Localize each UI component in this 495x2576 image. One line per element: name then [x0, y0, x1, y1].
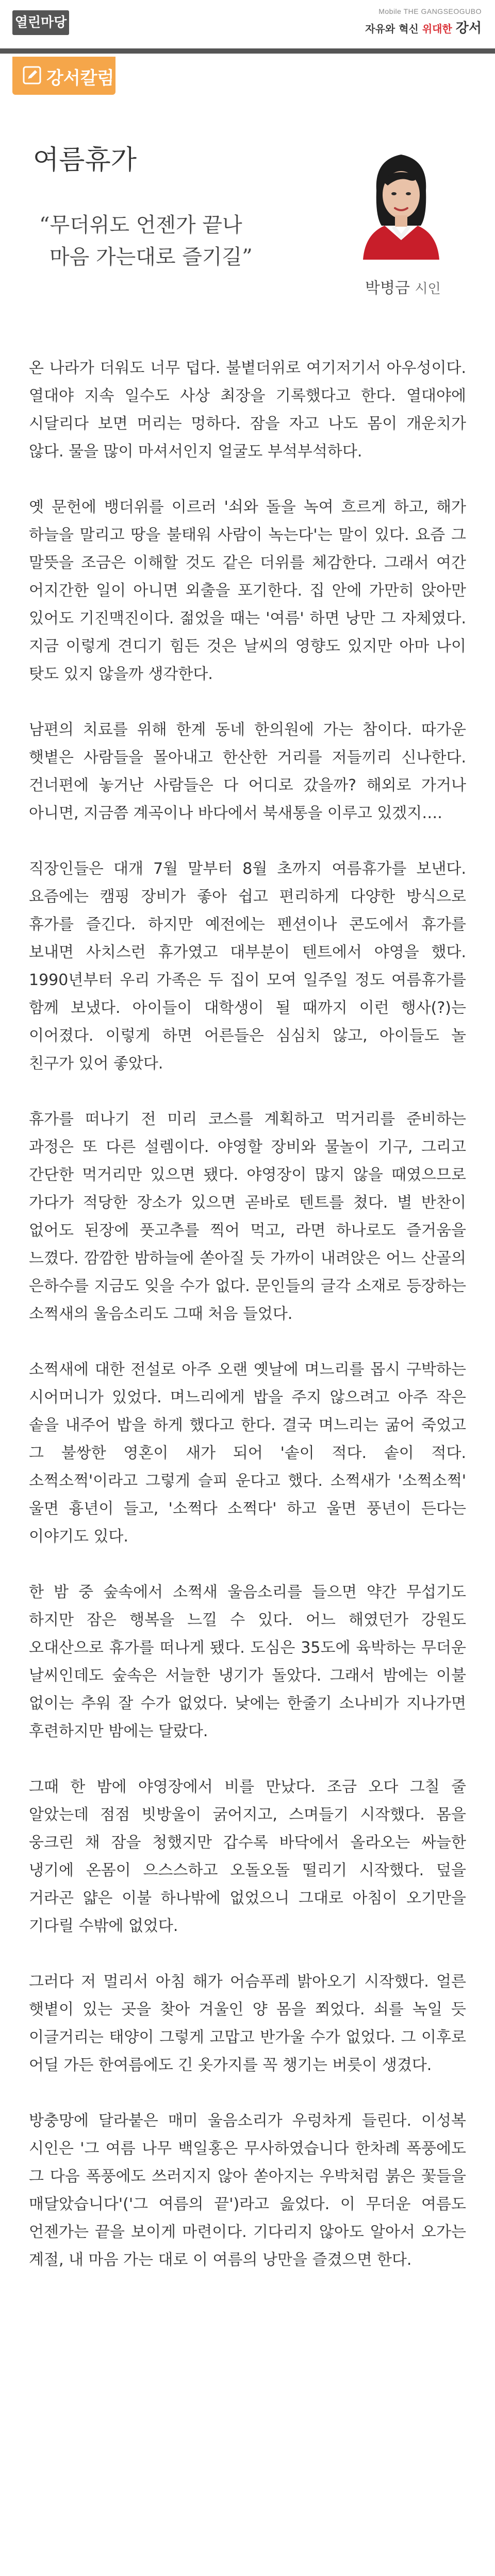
subtitle-line-2: 마음 가는대로 즐기길” — [50, 245, 253, 269]
pen-icon — [22, 65, 42, 86]
paragraph: 옛 문헌에 뱅더위를 이르러 '쇠와 돌을 녹여 흐르게 하고, 해가 하늘을 말리고 땅을 불태워 사람이 녹는다'는 말이 있다. 요즘 그 말뜻을 조금은 이해할 것도 같은 더위를 체감한다. 그래서 여간 어지간한 일이 아니면 외출을 포기한다. 집 안에 가만히 앉아만 있어도 기진맥진이다. 젊었을 때는 '여름' 하면 낭만 그 자체였다. 지금 이렇게 견디기 힘든 것은 날씨의 영향도 있지만 아마 나이 탓도 있지 않을까 생각한다. — [29, 498, 466, 683]
section-label — [12, 57, 116, 95]
section-divider — [0, 48, 495, 54]
paragraph: 그러다 저 멀리서 아침 해가 어슴푸레 밝아오기 시작했다. 얼른 햇볕이 있는 곳을 찾아 겨울인 양 몸을 쬐었다. 쇠를 녹일 듯 이글거리는 태양이 그렇게 고맙고 반가울 수가 없었다. 그 이후로 어딜 가든 한여름에도 긴 옷가지를 꼭 챙기는 버릇이 생겼다. — [29, 1973, 466, 2074]
paragraph: 온 나라가 더워도 너무 덥다. 불볕더위로 여기저기서 아우성이다. 열대야 지속 일수도 사상 최장을 기록했다고 한다. 열대야에 시달리다 보면 머리는 멍하다. 잠을 자고 나도 몸이 개운치가 않다. 물을 많이 마셔서인지 얼굴도 부석부석하다. — [29, 359, 466, 461]
author-role: 시인 — [415, 281, 441, 297]
author-name: 박병금 — [365, 279, 410, 297]
article-title: 여름휴가 — [33, 145, 137, 176]
paragraph: 한 밤 중 숲속에서 소쩍새 울음소리를 들으면 약간 무섭기도 하지만 잠은 행복을 느낄 수 있다. 어느 해였던가 강원도 오대산으로 휴가를 떠나게 됐다. 도심은 35도에 육박하는 무더운 날씨인데도 숲속은 서늘한 냉기가 돌았다. 그래서 밤에는 이불 없이는 추워 잘 수가 없었다. 낮에는 한줄기 소나비가 지나가면 후련하지만 밤에는 달랐다. — [29, 1583, 466, 1740]
article-subtitle — [39, 209, 328, 273]
header — [0, 0, 495, 47]
paragraph: 그때 한 밤에 야영장에서 비를 만났다. 조금 오다 그칠 줄 알았는데 점점 빗방울이 굵어지고, 스며들기 시작했다. 몸을 웅크린 채 잠을 청했지만 갑수록 바닥에서 올라오는 싸늘한 냉기에 온몸이 으스스하고 오돌오돌 떨리기 시작했다. 덮을 거라곤 얇은 이불 하나밖에 없었으니 그대로 아침이 오기만을 기다릴 수밖에 없었다. — [29, 1778, 466, 1935]
brand-slogan — [365, 18, 482, 37]
brand-slogan-prefix: 자유와 혁신 — [365, 23, 419, 35]
paragraph: 방충망에 달라붙은 매미 울음소리가 우렁차게 들린다. 이성복 시인은 '그 여름 나무 백일홍은 무사하였습니다 한차례 폭풍에도 그 다음 폭풍에도 쓰러지지 않아 쏟아지는 우박처럼 붉은 꽃들을 매달았습니다'('그 여름의 끝')라고 읊었다. 이 무더운 여름도 언젠가는 끝을 보이게 마련이다. 기다리지 않아도 알아서 오가는 계절, 내 마음 가는 대로 이 여름의 낭만을 즐겼으면 한다. — [29, 2112, 466, 2269]
category-tag[interactable]: 열린마당 — [12, 10, 69, 35]
paragraph: 휴가를 떠나기 전 미리 코스를 계획하고 먹거리를 준비하는 과정은 또 다른 설렘이다. 야영할 장비와 물놀이 기구, 그리고 간단한 먹거리만 있으면 됐다. 야영장이 많지 않을 때였으므로 가다가 적당한 장소가 있으면 곧바로 텐트를 쳤다. 별 반찬이 없어도 된장에 풋고추를 찍어 먹고, 라면 하나로도 즐거움을 느꼈다. 깜깜한 밤하늘에 쏟아질 듯 가까이 내려앉은 어느 산골의 은하수를 지금도 잊을 수가 없다. 문인들의 글각 소재로 등장하는 소쩍새의 울음소리도 그때 처음 들었다. — [29, 1110, 466, 1323]
subtitle-line-1: “무더위도 언젠가 끝나 — [39, 213, 242, 237]
brand-slogan-suffix: 강서 — [455, 21, 482, 36]
author-byline — [365, 275, 441, 298]
author-portrait — [356, 139, 447, 260]
paragraph: 직장인들은 대개 7월 말부터 8월 초까지 여름휴가를 보낸다. 요즘에는 캠핑 장비가 좋아 쉽고 편리하게 다양한 방식으로 휴가를 즐긴다. 하지만 예전에는 펜션이나 콘도에서 휴가를 보내면 사치스런 휴가였고 대부분이 텐트에서 야영을 했다. 1990년부터 우리 가족은 두 집이 모여 일주일 정도 여름휴가를 함께 보냈다. 아이들이 대학생이 될 때까지 이런 행사(?)는 이어졌다. 이렇게 하면 어른들은 심심치 않고, 아이들도 놀 친구가 있어 좋았다. — [29, 860, 466, 1073]
section-label-text: 강서칼럼 — [46, 68, 114, 89]
brand-english: Mobile THE GANGSEOGUBO — [378, 7, 482, 15]
brand-mark — [365, 7, 482, 37]
paragraph: 소쩍새에 대한 전설로 아주 오랜 옛날에 며느리를 몹시 구박하는 시어머니가 있었다. 며느리에게 밥을 주지 않으려고 아주 작은 솥을 내주어 밥을 하게 했다고 한다. 결국 며느리는 굶어 죽었고 그 불쌍한 영혼이 새가 되어 '솥이 적다. 솥이 적다. 소쩍소쩍'이라고 그렇게 슬피 운다고 했다. 소쩍새가 '소쩍소쩍' 울면 흉년이 들고, '소쩍다 소쩍다' 하고 울면 풍년이 든다는 이야기도 있다. — [29, 1361, 466, 1546]
author-photo — [356, 139, 447, 260]
brand-slogan-red: 위대한 — [422, 23, 452, 35]
paragraph: 남편의 치료를 위해 한계 동네 한의원에 가는 참이다. 따가운 햇볕은 사람들을 몰아내고 한산한 거리를 저들끼리 신나한다. 건너편에 놓거난 사람들은 다 어디로 갔을까? 해외로 가거나 아니면, 지금쯤 계곡이나 바다에서 북새통을 이루고 있겠지…. — [29, 721, 466, 822]
article-body — [29, 354, 466, 2302]
